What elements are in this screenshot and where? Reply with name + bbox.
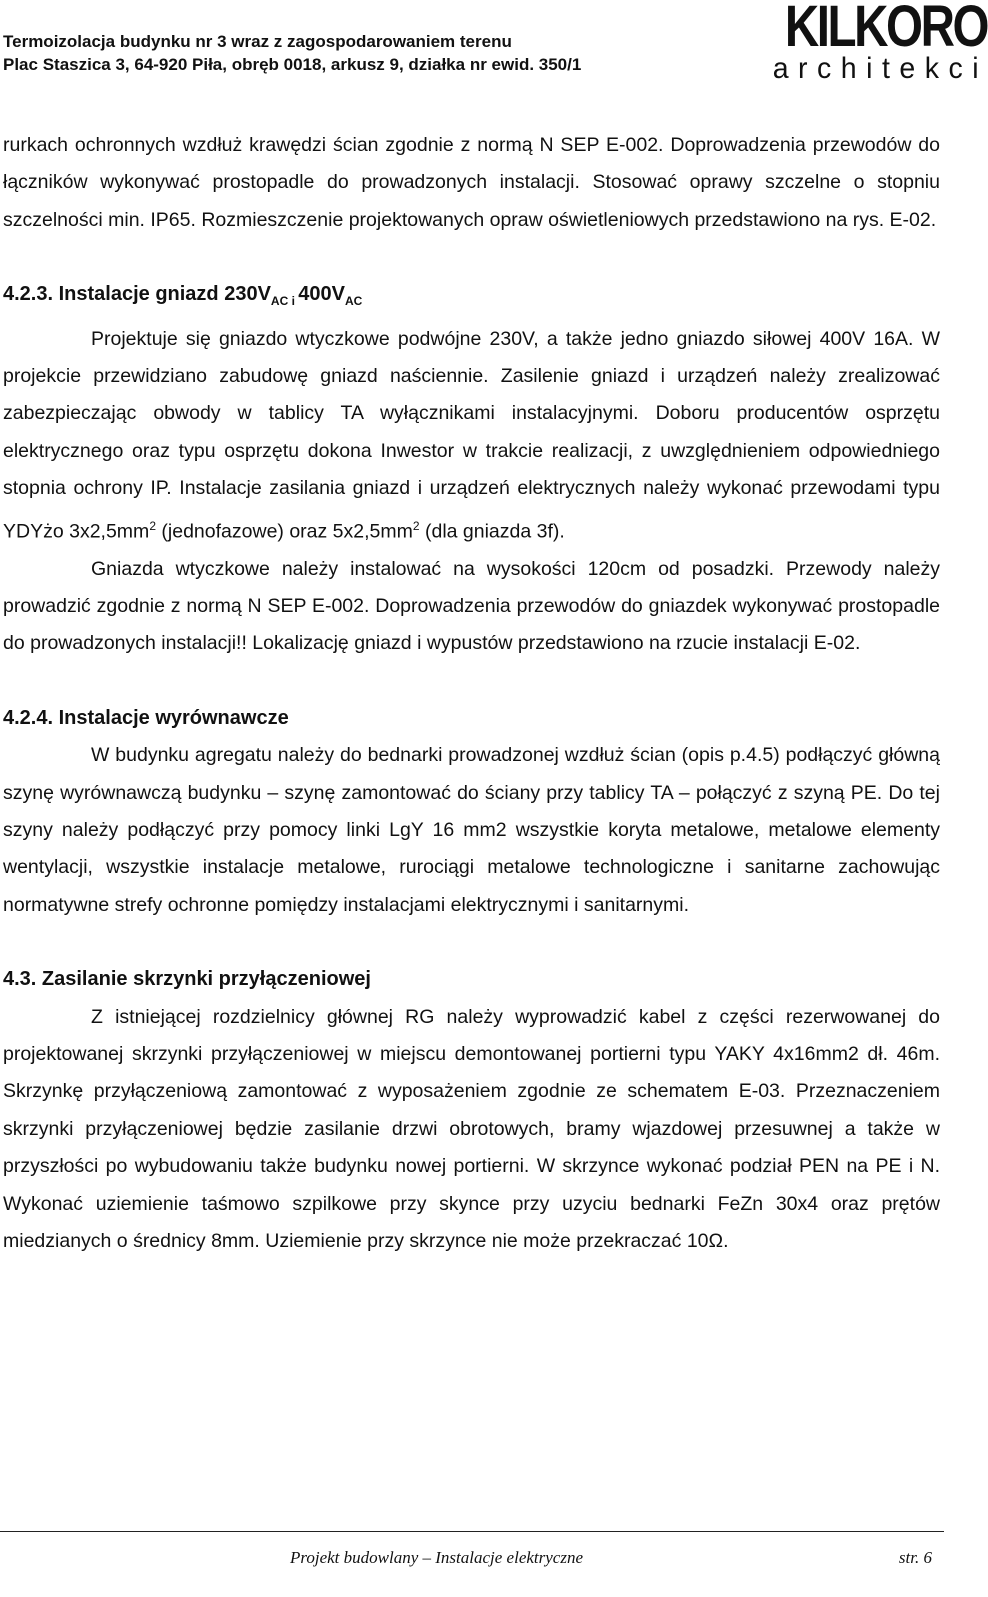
spacer [3,239,940,276]
page-header [0,0,988,100]
page-number: str. 6 [898,1548,932,1567]
section-heading-4-2-4: 4.2.4. Instalacje wyrównawcze [3,706,289,729]
section-heading-4-2-3: 4.2.3. Instalacje gniazd $230V_{AC}$ $_i$ $400V_{AC}$ [3,283,363,309]
footer-title: Projekt budowlany – Instalacje elektryczne [290,1548,584,1567]
spacer [3,924,940,961]
logo-main-text: KILKORO [784,0,987,59]
spacer [3,663,940,700]
document-body [3,127,940,1260]
footer-divider [0,1531,944,1532]
section-heading-4-3: 4.3. Zasilanie skrzynki przyłączeniowej [3,968,371,991]
paragraph-sockets: Projektuje się gniazdo wtyczkowe podwójne 230V, a także jedno gniazdo siłowej 400V 16A. W projekcie przewidziano zabudowę gniazd naściennie. Zasilenie gniazd i urządzeń należy zrealizować zabezpieczając obwody w tablicy TA wyłącznikami instalacyjnymi. Doboru producentów osprzętu elektrycznego oraz typu osprzętu dokona Inwestor w trakcie realizacji, z uwzględnieniem odpowiedniego stopnia ochrony IP. Instalacje zasilania gniazd i urządzeń elektrycznych należy wykonać przewodami typu YDYżo $3x2,5mm^2$ (jednofazowe) oraz $5x2,5mm^2$ (dla gniazda 3f). [3,327,940,543]
paragraph-connection-box: Z istniejącej rozdzielnicy głównej RG należy wyprowadzić kabel z części rezerwowanej do projektowanej skrzynki przyłączeniowej w miejscu demontowanej portierni typu YAKY 4x16mm2 dł. 46m. Skrzynkę przyłączeniową zamontować z wyposażeniem zgodnie ze schematem E-03. Przeznaczeniem skrzynki przyłączeniowej będzie zasilanie drzwi obrotowych, bramy wjazdowej przesuwnej a także w przyszłości po wybudowaniu także budynku nowej portierni. W skrzynce wykonać podział PEN na PE i N. Wykonać uziemienie taśmowo szpilkowe przy skynce przy uzyciu bednarki FeZn 30x4 oraz prętów miedzianych o średnicy 8mm. Uziemienie przy skrzynce nie może przekraczać 10Ω. [3,1005,940,1253]
header-project-title: Termoizolacja budynku nr 3 wraz z zagospodarowaniem terenu [3,32,512,51]
paragraph-equipotential: W budynku agregatu należy do bednarki prowadzonej wzdłuż ścian (opis p.4.5) podłączyć główną szynę wyrównawczą budynku – szynę zamontować do ściany przy tablicy TA – połączyć z szyną PE. Do tej szyny należy podłączyć przy pomocy linki LgY 16 mm2 wszystkie koryta metalowe, metalowe elementy wentylacji, wszystkie instalacje metalowe, rurociągi metalowe technologiczne i sanitarne zachowując normatywne strefy ochronne pomiędzy instalacjami elektrycznymi i sanitarnymi. [3,744,940,916]
company-logo [768,0,988,96]
paragraph-socket-height: Gniazda wtyczkowe należy instalować na wysokości 120cm od posadzki. Przewody należy prowadzić zgodnie z normą N SEP E-002. Doprowadzenia przewodów do gniazdek wykonywać prostopadle do prowadzonych instalacji!! Lokalizację gniazd i wypustów przedstawiono na rzucie instalacji E-02. [3,557,940,655]
paragraph-lighting-continued: rurkach ochronnych wzdłuż krawędzi ścian zgodnie z normą N SEP E-002. Doprowadzenia przewodów do łączników wykonywać prostopadle do prowadzonych instalacji. Stosować oprawy szczelne o stopniu szczelności min. IP65. Rozmieszczenie projektowanych opraw oświetleniowych przedstawiono na rys. E-02. [3,134,940,231]
logo-sub-text: architekci [772,52,988,85]
header-address: Plac Staszica 3, 64-920 Piła, obręb 0018, arkusz 9, działka nr ewid. 350/1 [3,55,582,74]
